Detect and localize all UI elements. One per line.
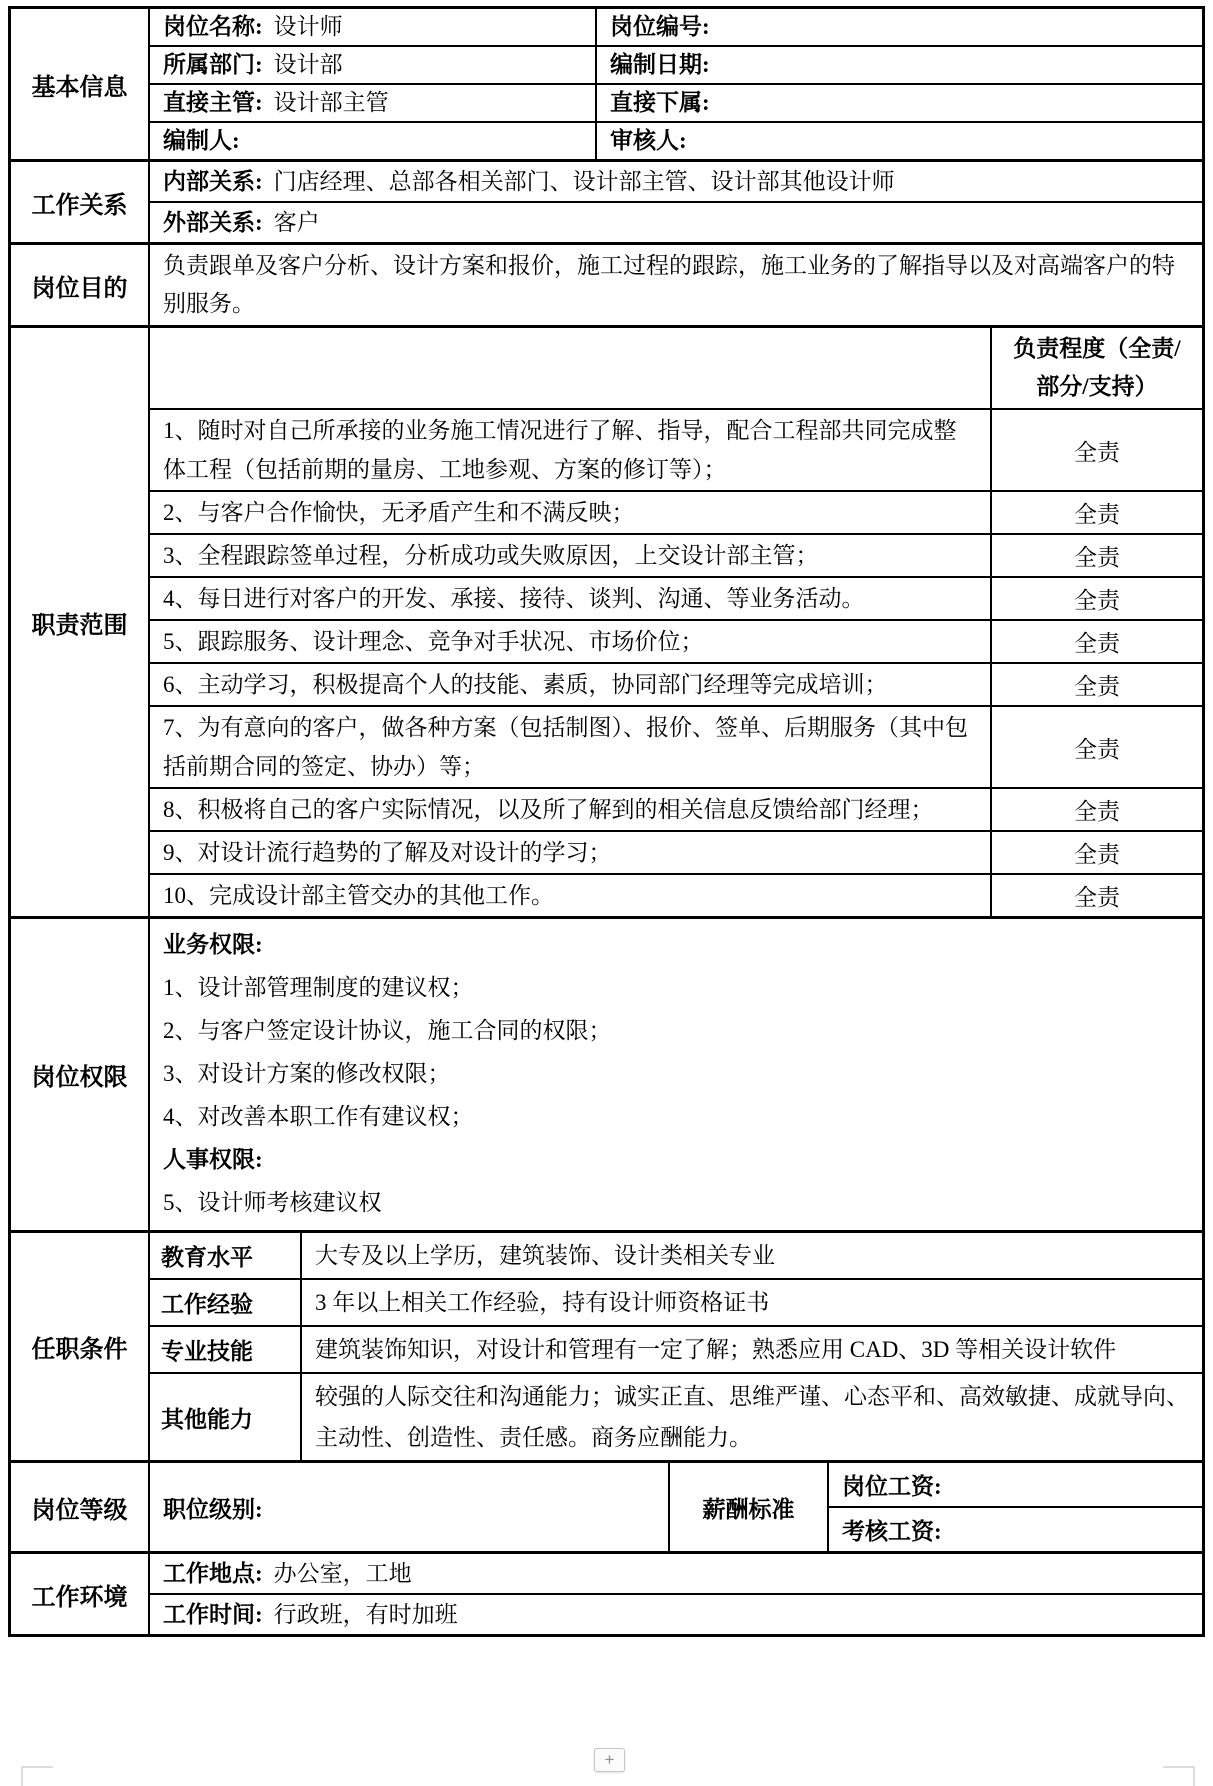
- duty-level-6: 全责: [1074, 674, 1120, 699]
- experience-value: 3 年以上相关工作经验，持有设计师资格证书: [315, 1290, 770, 1315]
- section-work-environment: [11, 1551, 1202, 1634]
- basic-row-department: [150, 45, 1202, 83]
- section-title-duties: 职责范围: [11, 328, 150, 916]
- section-title-work-environment: 工作环境: [11, 1554, 150, 1634]
- qualification-row-skills: [150, 1325, 1202, 1372]
- duty-text-8: 8、积极将自己的客户实际情况，以及所了解到的相关信息反馈给部门经理；: [150, 789, 992, 830]
- basic-row-supervisor: [150, 83, 1202, 121]
- position-level-cell: 职位级别:: [150, 1463, 670, 1551]
- authority-item-1: 1、设计部管理制度的建议权；: [163, 975, 474, 1000]
- author-label: 编制人:: [163, 128, 240, 153]
- job-title-value: 设计师: [273, 14, 343, 39]
- duties-header-empty-cell: [150, 328, 992, 408]
- department-label: 所属部门:: [163, 52, 263, 77]
- assessment-wage-cell: 考核工资:: [829, 1506, 1202, 1551]
- authority-item-2: 2、与客户签定设计协议，施工合同的权限；: [163, 1018, 612, 1043]
- duty-level-5: 全责: [1074, 631, 1120, 656]
- section-title-job-purpose: 岗位目的: [11, 245, 150, 325]
- duty-level-10: 全责: [1074, 885, 1120, 910]
- section-qualifications: [11, 1230, 1202, 1460]
- duty-text-7: 7、为有意向的客户，做各种方案（包括制图）、报价、签单、后期服务（其中包括前期合同的签定、协办）等；: [150, 707, 992, 787]
- experience-label: 工作经验: [150, 1280, 302, 1325]
- external-relations-label: 外部关系:: [163, 210, 263, 235]
- table-add-row-button[interactable]: +: [594, 1748, 625, 1772]
- duty-level-7: 全责: [1074, 736, 1120, 762]
- work-location-label: 工作地点:: [163, 1561, 263, 1586]
- subordinates-cell: [597, 85, 1202, 121]
- job-title-label: 岗位名称:: [163, 14, 263, 39]
- supervisor-value: 设计部主管: [273, 90, 389, 115]
- duty-row-3: [150, 533, 1202, 576]
- work-location-value: 办公室，工地: [273, 1561, 412, 1586]
- internal-relations-label: 内部关系:: [163, 169, 263, 194]
- work-time-row: [150, 1593, 1202, 1634]
- duty-row-10: [150, 873, 1202, 916]
- duty-level-1: 全责: [1074, 439, 1120, 465]
- external-relations-value: 客户: [273, 210, 320, 235]
- duty-text-5: 5、跟踪服务、设计理念、竞争对手状况、市场价位；: [150, 621, 992, 662]
- duty-level-8: 全责: [1074, 799, 1120, 824]
- skills-value: 建筑装饰知识，对设计和管理有一定了解；熟悉应用 CAD、3D 等相关设计软件: [315, 1337, 1117, 1362]
- supervisor-cell: [150, 85, 597, 121]
- duty-row-2: [150, 490, 1202, 533]
- duty-level-2: 全责: [1074, 502, 1120, 527]
- next-page-corner-left: [21, 1766, 53, 1786]
- post-wage-cell: 岗位工资:: [842, 1474, 942, 1499]
- section-duties: [11, 325, 1202, 916]
- basic-row-author: [150, 121, 1202, 159]
- authority-item-4: 4、对改善本职工作有建议权；: [163, 1104, 474, 1129]
- work-time-value: 行政班，有时加班: [273, 1602, 458, 1627]
- section-title-work-relations: 工作关系: [11, 162, 150, 242]
- section-work-relations: [11, 159, 1202, 242]
- work-time-label: 工作时间:: [163, 1602, 263, 1627]
- other-abilities-label: 其他能力: [150, 1374, 302, 1460]
- job-number-cell: [597, 9, 1202, 45]
- salary-standard-cell: 薪酬标准: [670, 1463, 829, 1551]
- next-page-corner-right: [1163, 1766, 1195, 1786]
- section-job-purpose: [11, 242, 1202, 325]
- duty-row-6: [150, 662, 1202, 705]
- qualification-row-education: [150, 1233, 1202, 1278]
- department-value: 设计部: [273, 52, 343, 77]
- job-description-table: [8, 6, 1205, 1637]
- internal-relations-value: 门店经理、总部各相关部门、设计部主管、设计部其他设计师: [273, 169, 895, 194]
- section-title-job-authority: 岗位权限: [11, 919, 150, 1230]
- authority-item-5: 5、设计师考核建议权: [163, 1190, 382, 1215]
- duty-row-4: [150, 576, 1202, 619]
- job-title-cell: [150, 9, 597, 45]
- created-date-cell: [597, 47, 1202, 83]
- education-label: 教育水平: [150, 1233, 302, 1278]
- duty-text-3: 3、全程跟踪签单过程，分析成功或失败原因，上交设计部主管；: [150, 535, 992, 576]
- education-value: 大专及以上学历，建筑装饰、设计类相关专业: [315, 1243, 775, 1268]
- authority-item-3: 3、对设计方案的修改权限；: [163, 1061, 451, 1086]
- subordinates-label: 直接下属:: [610, 90, 710, 115]
- duty-level-3: 全责: [1074, 545, 1120, 570]
- section-title-basic-info: 基本信息: [11, 9, 150, 159]
- job-purpose-text: 负责跟单及客户分析、设计方案和报价，施工过程的跟踪，施工业务的了解指导以及对高端客户的特别服务。: [163, 253, 1175, 316]
- supervisor-label: 直接主管:: [163, 90, 263, 115]
- other-abilities-value: 较强的人际交往和沟通能力；诚实正直、思维严谨、心态平和、高效敏捷、成就导向、主动性、创造性、责任感。商务应酬能力。: [315, 1384, 1189, 1450]
- section-job-authority: [11, 916, 1202, 1230]
- qualification-row-experience: [150, 1278, 1202, 1325]
- section-job-grade: [11, 1460, 1202, 1551]
- duty-text-2: 2、与客户合作愉快，无矛盾产生和不满反映；: [150, 492, 992, 533]
- author-cell: [150, 123, 597, 159]
- reviewer-cell: [597, 123, 1202, 159]
- duty-text-4: 4、每日进行对客户的开发、承接、接待、谈判、沟通、等业务活动。: [150, 578, 992, 619]
- skills-label: 专业技能: [150, 1327, 302, 1372]
- job-number-label: 岗位编号:: [610, 14, 710, 39]
- department-cell: [150, 47, 597, 83]
- internal-relations-row: [150, 162, 1202, 201]
- duty-text-1: 1、随时对自己所承接的业务施工情况进行了解、指导，配合工程部共同完成整体工程（包括前期的量房、工地参观、方案的修订等）；: [150, 410, 992, 490]
- duty-row-1: [150, 408, 1202, 490]
- responsibility-level-header: 负责程度（全责/部分/支持）: [1013, 336, 1181, 399]
- section-title-qualifications: 任职条件: [11, 1233, 150, 1460]
- duty-row-8: [150, 787, 1202, 830]
- duty-row-5: [150, 619, 1202, 662]
- duty-row-9: [150, 830, 1202, 873]
- basic-row-job-title: [150, 9, 1202, 45]
- duty-text-9: 9、对设计流行趋势的了解及对设计的学习；: [150, 832, 992, 873]
- qualification-row-other-abilities: [150, 1372, 1202, 1460]
- reviewer-label: 审核人:: [610, 128, 687, 153]
- personnel-authority-heading: 人事权限:: [163, 1147, 263, 1172]
- work-location-row: [150, 1554, 1202, 1593]
- section-basic-info: [11, 9, 1202, 159]
- created-date-label: 编制日期:: [610, 52, 710, 77]
- section-title-job-grade: 岗位等级: [11, 1463, 150, 1551]
- duty-row-7: [150, 705, 1202, 787]
- duties-header-row: [150, 328, 1202, 408]
- external-relations-row: [150, 201, 1202, 242]
- duty-text-10: 10、完成设计部主管交办的其他工作。: [150, 875, 992, 916]
- business-authority-heading: 业务权限:: [163, 932, 263, 957]
- duty-level-4: 全责: [1074, 588, 1120, 613]
- duty-text-6: 6、主动学习，积极提高个人的技能、素质，协同部门经理等完成培训；: [150, 664, 992, 705]
- duty-level-9: 全责: [1074, 842, 1120, 867]
